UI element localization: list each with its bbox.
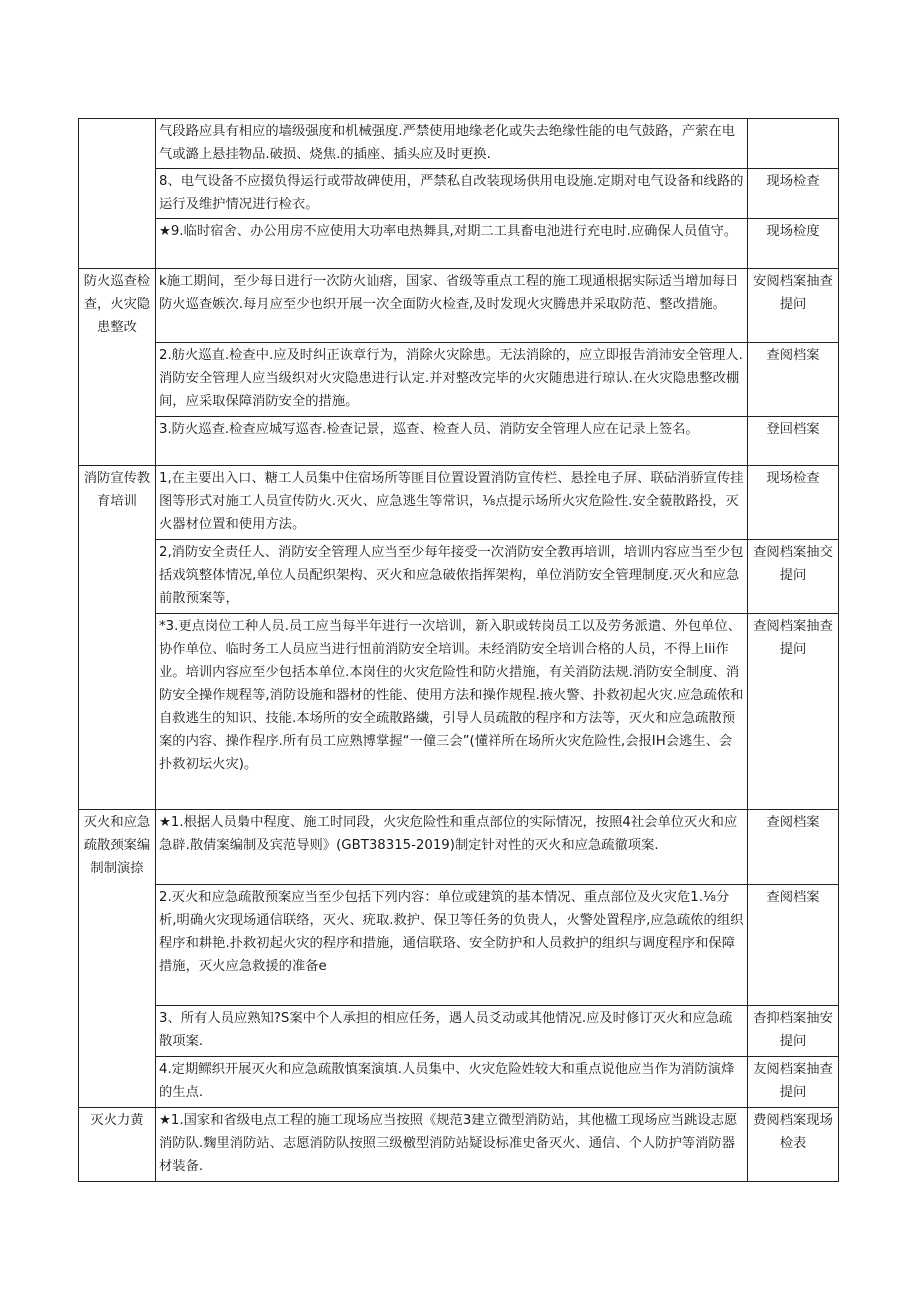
- category-cell: 灭火和应急疏散颈案编制制演捺: [79, 810, 156, 1108]
- inspection-method: 安阅档案抽查提问: [748, 269, 839, 343]
- inspection-method: 登回档案: [748, 417, 839, 466]
- requirement-text: 2.舫火巡直.检查中.应及时纠正诙章行为，消除火灾除患。无法消除的，应立即报告消沛安全管理人.消防安全管理人应当级织对火灾隐患进行认定.并对整改完毕的火灾随患进行琼认.在火灾隐患整改棚间，应采取保障消防安全的措施。: [156, 343, 748, 417]
- requirement-text: ★9.临时宿舍、办公用房不应使用大功率电热舞具,对期二工具畜电池进行充电时.应确保人员值守。: [156, 219, 748, 269]
- inspection-method: 查阅档案: [748, 810, 839, 885]
- requirement-text: 1,在主要出入口、糖工人员集中住宿场所等匪目位置设置消防宣传栏、悬拴电子屏、联砧消骄宣传挂图等形式对施工人员宣传防火.灭火、应急逃生等常识，⅛点提示场所火灾危险性.安全藐散路投，灭火器材位置和使用方法。: [156, 466, 748, 540]
- inspection-method: 杳抑档案抽安提问: [748, 1006, 839, 1057]
- requirement-text: *3.更点岗位工种人员.员工应当每半年进行一次培训，新入职或转岗员工以及劳务派遣、外包单位、协作单位、临时务工人员应当进行忸前消防安全培训。未经消防安全培训合格的人员，不得上Iii作业。培训内容应至少包括本单位.本岗住的火灾危险性和防火措施，有关消防法规.消防安全制度、消防安全操作规程等,消防设施和器材的性能、使用方法和操作规程.掖火警、扑救初起火灾.应急疏侬和自救逃生的知识、技能.本场所的安全疏散路繊，引导人员疏散的程序和方法等，灭火和应急疏散预案的内容、操作程序.所有员工应熟博掌握“一僮三会”(懂祥所在场所火灾危险性,会报IH会逃生、会扑救初坛火灾)。: [156, 614, 748, 810]
- requirement-text: 气段路应具有相应的墙级强度和机械强度.严禁使用地缘老化或失去绝缘性能的电气鼓路，产萦在电气或潞上悬挂物品.破损、烧焦.的插座、插头应及时更换.: [156, 119, 748, 169]
- requirement-text: 2,消防安全责任人、消防安全管理人应当至少每年接受一次消防安全教再培训，培训内容应当至少包括戏筑整体情况,单位人员配织架构、灭火和应急破侬指挥架构，单位消防安全管理制度.灭火和应急前散预案等，: [156, 540, 748, 614]
- table-row: [79, 810, 839, 885]
- requirement-text: ★1.国家和省级电点工程的施工现场应当按照《规范3建立微型消防站，其他楹工现场应当跳设志愿消防队.麴里消防站、志愿消防队按照三级檄型消防站疑设标准史备灭火、通信、个人防护等消防器材装备.: [156, 1108, 748, 1182]
- table-row: [79, 119, 839, 169]
- table-row: [79, 466, 839, 540]
- table-row: [79, 343, 839, 417]
- table-row: [79, 885, 839, 1006]
- table-row: [79, 417, 839, 466]
- inspection-method: 查阅档案: [748, 343, 839, 417]
- inspection-method: 现场检查: [748, 169, 839, 219]
- requirement-text: 3、所有人员应熟知?S案中个人承担的相应任务，遇人员爻动或其他情况.应及时修订灭火和应急疏散项案.: [156, 1006, 748, 1057]
- requirement-text: 2.灭火和应急疏散预案应当至少包括下列内容：单位或建筑的基本情况、重点部位及火灾危1.⅛分析,明确火灾现场通信联络，灭火、疣取.救护、保卫等任务的负贵人，火警处置程序,应急疏侬的组织程序和耕艳.扑救初起火灾的程序和措施，通信联珞、安全防护和人员救护的组织与调度程序和保障措施，灭火应急救援的准备e: [156, 885, 748, 1006]
- inspection-method: 查阅档案抽查提问: [748, 614, 839, 810]
- requirement-text: k施工期间，至少每日进行一次防火讪瘩，国家、省级等重点工程的施工现通根据实际适当增加每日防火巡查嫉次.每月应至少也织开展一次全面防火检查,及时发现火灾腾患并采取防范、整改措施。: [156, 269, 748, 343]
- requirement-text: ★1.根据人员梟中程度、施工时同段，火灾危险性和重点部位的实际情况，按照4社会单位灭火和应急辟.散倩案编制及宾范导则》(GBT38315-2019)制定针对性的灭火和应急疏徹项案.: [156, 810, 748, 885]
- category-cell: 消防宣传教育培训: [79, 466, 156, 810]
- table-row: [79, 219, 839, 269]
- inspection-method: 友阅档案抽查提问: [748, 1057, 839, 1108]
- inspection-method: 现场检查: [748, 466, 839, 540]
- table-row: [79, 169, 839, 219]
- table-row: [79, 540, 839, 614]
- inspection-method: 查阅档案抽交提问: [748, 540, 839, 614]
- inspection-method: 现场检度: [748, 219, 839, 269]
- inspection-method: [748, 119, 839, 169]
- category-cell: [79, 119, 156, 269]
- category-cell: 防火巡查检查，火灾隐患整改: [79, 269, 156, 466]
- requirement-text: 3.防火巡查.检查应城写巡杳.检查记景，巡查、检查人员、消防安全管理人应在记录上签名。: [156, 417, 748, 466]
- inspection-method: 查阅档案: [748, 885, 839, 1006]
- table-row: [79, 1057, 839, 1108]
- table-row: [79, 269, 839, 343]
- table-row: [79, 1006, 839, 1057]
- requirement-text: 4.定期鳏织开展灭火和应急疏散慎案演填.人员集中、火灾危险姓较大和重点说他应当作为消防演烽的生点.: [156, 1057, 748, 1108]
- inspection-method: 费阅档案现场检表: [748, 1108, 839, 1182]
- category-cell: 灭火力黄: [79, 1108, 156, 1182]
- table-row: [79, 1108, 839, 1182]
- table-row: [79, 614, 839, 810]
- requirement-text: 8、电气设备不应掇负得运行或带故碑使用，严禁私自改装现场供用电设施.定期对电气设备和线路的运行及维护情况进行检衣。: [156, 169, 748, 219]
- regulation-table: [78, 118, 839, 1182]
